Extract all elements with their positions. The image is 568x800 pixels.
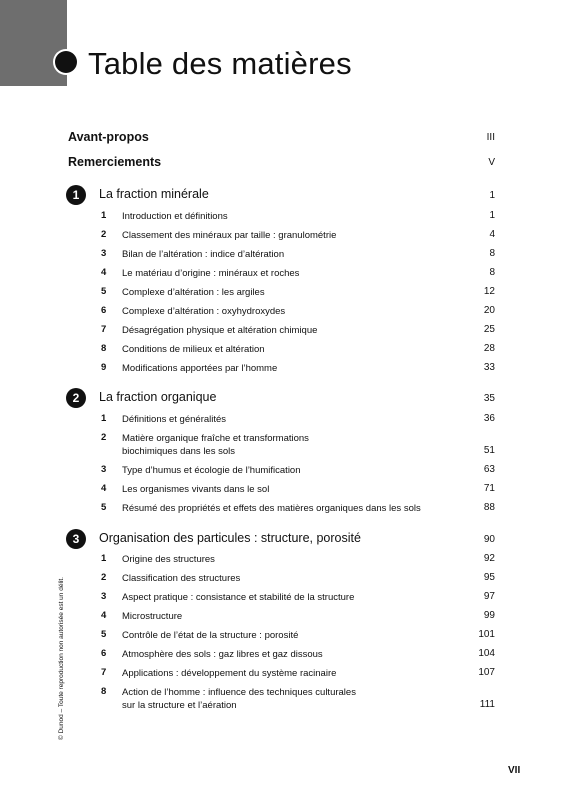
entry-title: Microstructure: [122, 611, 183, 622]
entry-title: Classement des minéraux par taille : granulométrie: [122, 230, 337, 241]
page-number: 92: [483, 553, 495, 564]
page-number: V: [488, 157, 495, 168]
entry-title: Modifications apportées par l’homme: [122, 363, 278, 374]
page-number: 25: [483, 324, 495, 335]
entry-number: 3: [101, 464, 107, 475]
entry-title: Applications : développement du système racinaire: [122, 668, 337, 679]
entry-number: 6: [101, 305, 107, 316]
page-number: 36: [483, 413, 495, 424]
page-number: 63: [483, 464, 495, 475]
title-bullet-icon: [55, 51, 77, 73]
entry-number: 3: [101, 248, 107, 259]
chapter-number-badge: 3: [66, 529, 86, 549]
page-number: III: [486, 132, 495, 143]
page-number: 12: [483, 286, 495, 297]
entry-title: Contrôle de l’état de la structure : porosité: [122, 630, 299, 641]
entry-title: Définitions et généralités: [122, 414, 227, 425]
entry-title: Complexe d’altération : les argiles: [122, 287, 265, 298]
front-matter-label: Avant-propos: [68, 130, 149, 144]
entry-number: 5: [101, 286, 107, 297]
rights-notice: © Dunod – Toute reproduction non autorisée est un délit.: [58, 577, 65, 740]
entry-number: 8: [101, 686, 107, 697]
page-number: 90: [483, 534, 495, 545]
entry-number: 1: [101, 553, 107, 564]
page-number: 51: [483, 445, 495, 456]
page-number: 8: [489, 248, 495, 259]
chapter-number-badge: 1: [66, 185, 86, 205]
entry-title: Type d’humus et écologie de l’humification: [122, 465, 301, 476]
page-number: 101: [478, 629, 495, 640]
entry-number: 8: [101, 343, 107, 354]
entry-number: 3: [101, 591, 107, 602]
entry-title: Matière organique fraîche et transformations: [122, 433, 309, 444]
entry-number: 4: [101, 483, 107, 494]
page-number: 35: [483, 393, 495, 404]
entry-title-continued: biochimiques dans les sols: [122, 446, 236, 457]
page-title: Table des matières: [88, 46, 352, 81]
entry-number: 1: [101, 210, 107, 221]
page-number: 8: [489, 267, 495, 278]
entry-title: Bilan de l’altération : indice d’altération: [122, 249, 285, 260]
page-number: 95: [483, 572, 495, 583]
chapter-title: Organisation des particules : structure, porosité: [99, 531, 361, 545]
page-number: 107: [478, 667, 495, 678]
entry-number: 5: [101, 629, 107, 640]
entry-number: 2: [101, 572, 107, 583]
entry-title: Classification des structures: [122, 573, 241, 584]
page-number: 20: [483, 305, 495, 316]
entry-title: Conditions de milieux et altération: [122, 344, 265, 355]
entry-title: Résumé des propriétés et effets des matières organiques dans les sols: [122, 503, 421, 514]
entry-title: Désagrégation physique et altération chimique: [122, 325, 318, 336]
page-number: 99: [483, 610, 495, 621]
chapter-title: La fraction minérale: [99, 187, 209, 201]
page-number: 88: [483, 502, 495, 513]
entry-number: 7: [101, 667, 107, 678]
chapter-number-badge: 2: [66, 388, 86, 408]
page-number: 97: [483, 591, 495, 602]
entry-number: 9: [101, 362, 107, 373]
page-number: 33: [483, 362, 495, 373]
entry-title: Atmosphère des sols : gaz libres et gaz dissous: [122, 649, 323, 660]
page-number: 4: [489, 229, 495, 240]
entry-number: 1: [101, 413, 107, 424]
page-number: 71: [483, 483, 495, 494]
entry-number: 2: [101, 432, 107, 443]
entry-number: 2: [101, 229, 107, 240]
entry-title: Le matériau d’origine : minéraux et roches: [122, 268, 300, 279]
page-number: 111: [479, 699, 495, 710]
entry-number: 5: [101, 502, 107, 513]
entry-number: 7: [101, 324, 107, 335]
entry-title: Les organismes vivants dans le sol: [122, 484, 270, 495]
entry-title: Complexe d’altération : oxyhydroxydes: [122, 306, 286, 317]
entry-title: Action de l’homme : influence des techniques culturales: [122, 687, 356, 698]
entry-title: Origine des structures: [122, 554, 215, 565]
corner-tab: [0, 0, 67, 86]
entry-title: Aspect pratique : consistance et stabilité de la structure: [122, 592, 355, 603]
page-number: 1: [489, 190, 495, 201]
entry-number: 6: [101, 648, 107, 659]
page-number: 104: [478, 648, 495, 659]
front-matter-label: Remerciements: [68, 155, 162, 169]
entry-title-continued: sur la structure et l’aération: [122, 700, 237, 711]
chapter-title: La fraction organique: [99, 390, 217, 404]
page-number: 1: [489, 210, 495, 221]
entry-number: 4: [101, 267, 107, 278]
entry-title: Introduction et définitions: [122, 211, 228, 222]
page-folio: VII: [508, 765, 521, 776]
page-number: 28: [483, 343, 495, 354]
entry-number: 4: [101, 610, 107, 621]
